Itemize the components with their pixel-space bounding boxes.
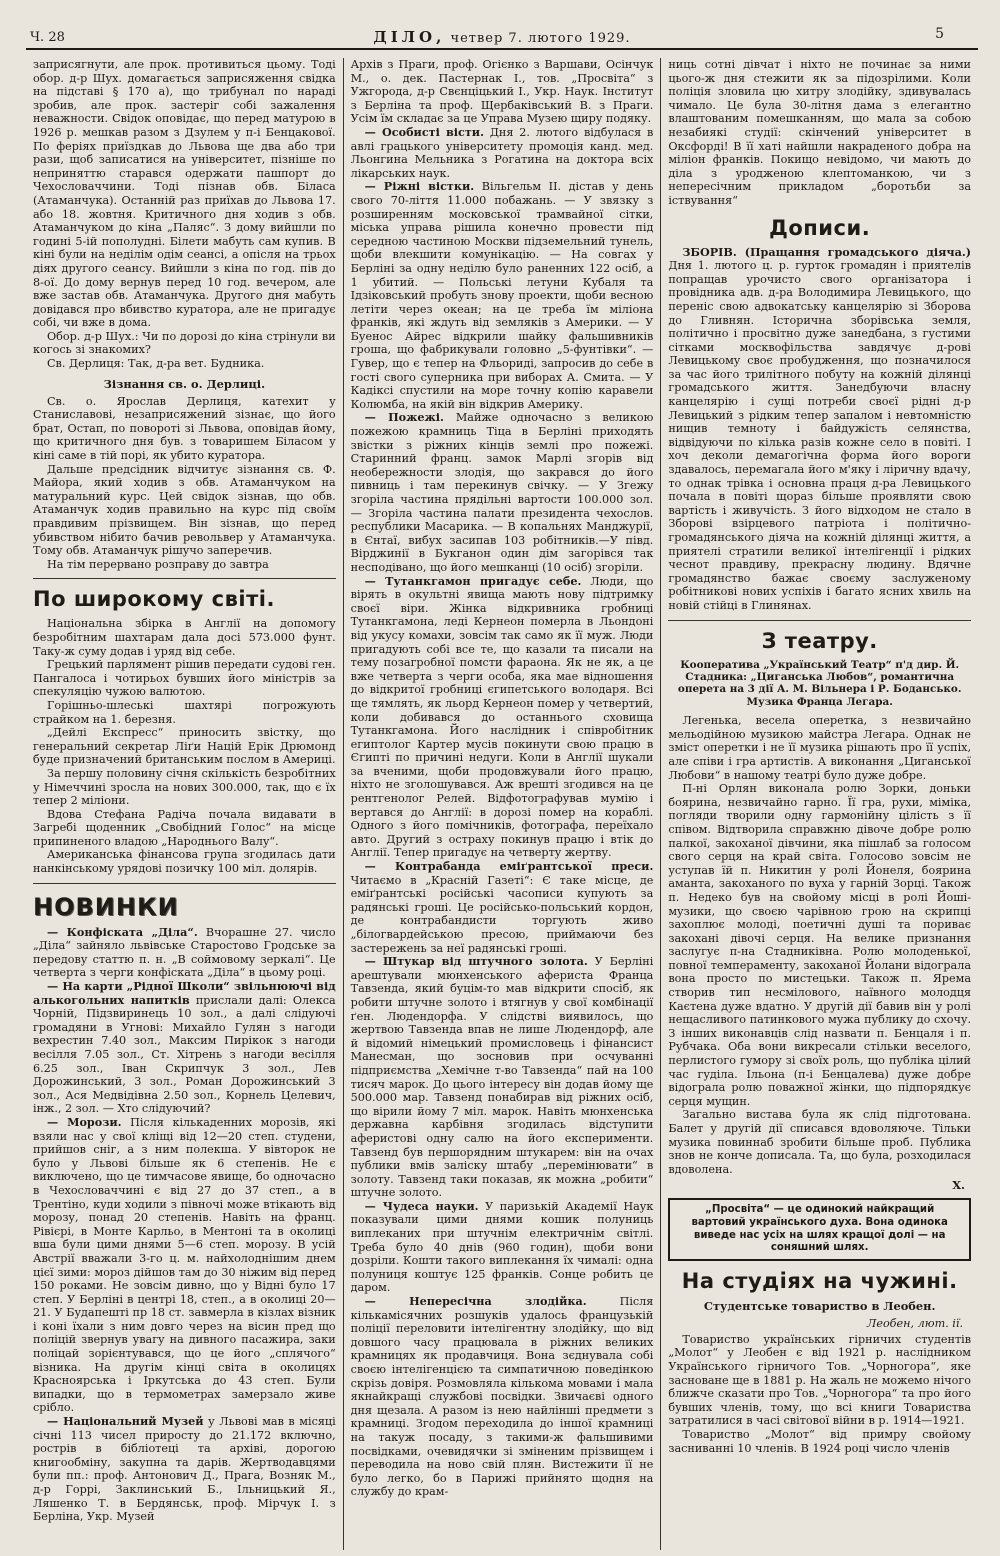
section-heading-theatre: З театру. bbox=[761, 628, 878, 653]
news-item: — Особисті вісти. Дня 2. лютого відбулася в авлі грацького університету промоція канд. мед. Льонгина Мельника з Рогатина на доктора всіх лікарських наук. bbox=[350, 124, 654, 180]
column-left bbox=[26, 58, 343, 1550]
news-item: — Чудеса науки. У паризькій Академії Наук показували цими днями кошик полуниць виплеканих при штучнім електричнім світлі. Треба було 40 днів (960 годин), щоби вони дозріли. Кошти такого виплекання їх чималі: одна полуниця коштує 125 франків. Сонце робить це даром. bbox=[350, 1198, 654, 1295]
world-news-item: Грецький парлямент рішив передати судові ген. Пангалоса і чотирьох бувших його міністрів за спекуляцію чужою валютою. bbox=[33, 658, 336, 699]
news-item: — Контрабанда еміґрантської преси. Читаємо в „Красній Газеті“: Є таке місце, де еміґрантські російські часописи купують за радянські гроші. Це російсько-польський кордон, де контрабандисти торгують живо „білогвардейською пресою, приймаючи без застережень за неї радянські гроші. bbox=[350, 859, 654, 955]
court-report-text: На тім перервано розправу до завтра bbox=[47, 557, 269, 571]
column-right bbox=[660, 58, 978, 1550]
theatre-review-text: Легенька, весела оперетка, з незвичайно мельодійною музикою майстра Легара. Однак не зміст оперетки і не її музика рішають про її успіх, але співи і гра артистів. А виконання „Циганської Любови“ в нашому театрі було дуже добре. bbox=[668, 714, 972, 782]
divider bbox=[33, 883, 336, 884]
news-item: — Пожежі. Майже одночасно з великою пожежою крамниць Тіца в Берліні приходять звістки з ріжних кінців землі про пожежі. Старинний франц. замок Марлі згорів від необережности злодія, що закрався до його пивниць і там перекинув свічку. — У Згежу згоріла частина прядільні вартости 100.000 зол. — Згоріла частина палати президента чехослов. республики Масарика. — В копальнях Манджурії, в Єнтаї, вибух засипав 103 робітників.—У півд. Вірджинії в Букганон один дім загорівся так несподівано, що його мешканці (10 осіб) згоріли. bbox=[350, 410, 654, 574]
studies-text: Товариство українських гірничих студентів „Молот“ у Леобен є від 1921 р. наслідником Українського гірничого Тов. „Чорногора“, яке засноване ще в 1881 р. На жаль не можемо нічого ближче сказати про Тов. „Чорногора“ та про його бувших членів, тому, що всі книги Товариства затратилися в часі світової війни в р. 1914—1921. bbox=[668, 1332, 972, 1428]
news-item: — Штукар від штучного золота. У Берліні арештували мюнхенського афериста Франца Тавзенда, який буцім-то мав відкрити спосіб, як робити штучне золото і втягнув у свої комбінації ґен. Людендорфа. У слідстві виявилось, що жертвою Тавзенда впав не лише Людендорф, але й відомий німецький промисловець і фінансист Манесман, що зосновив при осчуванні підприємства „Хемічне т-во Тавзенда“ пай на 100 тисяч марок. До цього інтересу він додав йому ще 500.000 мар. Тавзенд понабирав від ріжних осіб, що вірили йому 7 міл. марок. Навіть мюнхенська державна карбівня згодилась відступити аферистові одну салю на його експерименти. Тавзенд був першорядним штукарем: він на очах публики вмів заліску штабу „перемінювати“ в золоту. Тавзенд таки показав, як можна „робити“ штучне золото. bbox=[350, 954, 654, 1200]
column-middle bbox=[343, 58, 661, 1550]
divider bbox=[668, 620, 971, 621]
theatre-review-text: Загально вистава була як слід підготована. Балет у другій дії списався вдоволяюче. Тільки музика повиннаб зробити більше проб. Публика знов не конче дописала. Та, що була, розходилася вдоволена. bbox=[668, 1108, 972, 1176]
issue-date: четвер 7. лютого 1929. bbox=[450, 31, 631, 46]
world-news-item: За першу половину січня скількість безробітних у Німеччині зросла на нових 300.000, так, що є їх тепер 2 міліони. bbox=[33, 766, 336, 808]
world-news-item: Горішньо-шлеські шахтярі погрожують страйком на 1. березня. bbox=[33, 698, 336, 726]
news-item-continued: Архів з Праги, проф. Огієнко з Варшави, Осінчук М., о. дек. Пастернак І., тов. „Просвіта“ з Ужгорода, д-р Свєнціцький І., Укр. Наук. Інститут з Берліна та проф. Щербаківський В. з Праги. Усім їм складає за це Управа Музею щиру подяку. bbox=[350, 58, 654, 126]
signature: Х. bbox=[952, 1178, 966, 1193]
section-heading-letters: Дописи. bbox=[769, 215, 871, 240]
court-report-text: Св. Дерлиця: Так, д-ра вет. Будника. bbox=[47, 357, 265, 371]
newspaper-name: ДІЛО, bbox=[373, 28, 446, 46]
court-report-text: Дальше предсідник відчитує зізнання св. Ф. Майора, який ходив з обв. Атаманчуком на матуральний курс. Цей свідок зізнав, що обв. Атаманчук ходив правильно на курс під своїм правдивим прізвищем. Він зізнав, що перед убивством нібито бачив револьвер у Атаманчука. Тому обв. Атаманчук рішучо заперечив. bbox=[33, 462, 336, 558]
section-heading-world: По широкому світі. bbox=[33, 587, 275, 612]
studies-text: Товариство „Молот“ від примру свойому засниванні 10 членів. В 1924 році число членів bbox=[668, 1427, 972, 1455]
theatre-review-text: П-ні Орлян виконала ролю Зорки, доньки боярина, незвичайно гарно. Її гра, рухи, міміка, погляди творили одну гармонійну цілість з її співом. Відтворила справжню дівоче добре ролю палкої, закоханої дівчини, яка пішлаб за голосом свого серця на край світа. Голосово зовсім не уступав їй п. Никитин у ролі Йонеля, боярина аманта, закоханого по вуха у гарній Зорці. Також п. Недеко був на свойому місці в ролі Йоші-музики, що своєю чарівною грою на скрипці захоплює молоді, поетичні душі та пориває закохані дівочі серця. На велике признання заслугує п-на Стадниківна. Ролю молоденької, повної темпераменту, закоханої Йолани відограла вона просто по мистецьки. Також п. Ярема створив тип несмілового, наївного молодця Каєтена дуже вдатно. У другій дії бавив він у ролі нещасливого патинкового мужа публику до схочу. З інших виконавців слід назвати п. Бенцаля і п. Рубчака. Оба вони викресали стільки веселого, перлистого гумору зі своїх роль, що публіка цілий час гуділа. Ільона (п-і Бенцалева) дуже добре відограла ролю поважної жінки, що підпорядкує серця мущин. bbox=[668, 782, 972, 1108]
world-news-item: Вдова Стефана Радіча почала видавати в Загребі щоденник „Свобідний Голос“ на місце припиненого владою „Народнього Валу“. bbox=[33, 807, 336, 848]
theatre-info: Кооператива „Український Театр“ п'д дир. Й. Стадника: „Циганська Любов“, романтична оперета на 3 дії А. М. Вільнера і Р. Бодансько. Музика Франца Легара. bbox=[677, 658, 962, 708]
prosvita-notice-text: „Просвіта“ — це одинокий найкращий вартовий українського духа. Вона одинока виведе нас усіх на шлях кращої долі — на соняшний шлях. bbox=[691, 1204, 948, 1254]
divider bbox=[33, 578, 336, 579]
court-report-text: Обор. д-р Шух.: Чи по дорозі до кіна стрінули ви когось зі знакомих? bbox=[33, 329, 336, 357]
news-item: — На карти „Рідної Школи“ звільнюючі від алькогольних напитків прислали далі: Олекса Чорній, Підзвиринець 10 зол., а далі слідуючі громадяни в Угнові: Михайло Гулян з нагоди вехрестин 7.40 зол., Максим Пирікок з нагоди весілля 7.05 зол., Ст. Хітрень з нагоди весілля 6.25 зол., Іван Скрипчук 3 зол., Лев Дорожинський, 3 зол., Роман Дорожинський 3 зол., Ася Медвідівна 2.50 зол., Корнель Целевич, інж., 2 зол. — Хто слідуючий? bbox=[33, 979, 336, 1116]
section-heading-news: НОВИНКИ bbox=[33, 892, 179, 921]
columns bbox=[26, 58, 978, 1550]
news-item-continued: ниць сотні дівчат і ніхто не починає за ними цього-ж дня стежити як за підозрілими. Коли поліція зловила цю хитру злодійку, здивувалась чимало. Це була 30-літня дама з елегантно влаштованим помешканням, що мала за собою незабиякі студії: скінчений університет в Оксфорді! В її хаті найшли накраденого добра на міліон франків. Покищо невідомо, чи мають до діла з уродженою клептоманкою, чи з непересічним прикладом „боротьби за іствування“ bbox=[668, 58, 972, 207]
dateline: Леобен, лют. ії. bbox=[866, 1316, 964, 1330]
subheading-studies: Студентське товариство в Леобен. bbox=[703, 1298, 936, 1313]
world-news-item: „Дейлі Експресс“ приносить звістку, що генеральний секретар Ліґи Націй Ерік Дрюмонд буде призначений британським послом в Америці. bbox=[33, 726, 336, 767]
subheading-testimony: Зізнання св. о. Дерлиці. bbox=[103, 376, 266, 391]
prosvita-notice bbox=[668, 1198, 971, 1260]
page-number: 5 bbox=[935, 26, 944, 42]
section-heading-studies: На студіях на чужині. bbox=[681, 1268, 958, 1293]
world-news-item: Національна збірка в Англії на допомогу безробітним шахтарам дала досі 573.000 фунт. Таку-ж суму додав і уряд від себе. bbox=[33, 617, 336, 658]
masthead-title bbox=[26, 28, 978, 46]
court-report-text: заприсягнути, але прок. противиться цьому. Тоді обор. д-р Шух. домагається заприсяження свідка на підставі § 170 а), що трибунал по нараді зробив, але прок. застеріг собі зажалення неважности. Свідок оповідає, що перед матурою в 1926 р. мешкав разом з Дзулем у п-і Бенцакової. По феріях приїздкав до Львова ще два або три рази, щоб записатися на університет, пізніше по неприняттю старався одержати пашпорт до Чехословаччини. Тоді пізнав обв. Біласа (Атаманчука). Останній раз приїхав до Львова 17. або 18. жовтня. Критичного дня ходив з обв. Атаманчуком до кіна „Паляс“. З дому вийшли по годині 5-ій пополудні. Білети мабуть сам купив. В кіні були на неділім одім сеансі, а опісля на трьох діях другого сеансу. Вийшли з кіна по год. пів до 8-ої. До дому вернув перед 10 год. вечером, але вже застав обв. Атаманчука. Другого дня мабуть довідався про вбивство куратора, але не пригадує собі, чи вже в дома. bbox=[33, 58, 336, 330]
issue-number: Ч. 28 bbox=[30, 30, 65, 45]
world-news-item: Американська фінансова група згодилась дати нанкінському урядові позичку 100 міл. долярів. bbox=[33, 848, 336, 876]
letter-item: ЗБОРІВ. (Пращання громадського діяча.) Дня 1. лютого ц. р. гурток громадян і приятелів попращав урочисто свого організатора і провідника адв. д-ра Володимира Левицького, що переніс свою адвокатську канцелярію зі Зборова до Гливнян. Історична зборівська земля, політично і просвітно дуже занедбана, з густими сітками москвофільства завдячує д-рові Левицькому своє пробудження, що позначилося за час його трилітного побуту на кожній ділянці громадського життя. Занедбуючи власну канцелярію і сущі потреби своєї рідні д-р Левицький з рідким тепер запалом і невтомністю нищив темноту і байдужість селянства, відвідуючи по кілька разів кожне село в повіті. І хоч деколи демагогічна форма його вороги здавалось, перемагала його м'яку і ліричну вдачу, то однак трівка і основна праця д-ра Левицького почала в повіті щораз більше проявляти свою вартість і живучість. З його відходом не стало в Зборові взірцевого патріота і політично-громадянського діяча на кожній ділянці життя, а приятелі стратили великої інтелігенції і рідких чеснот правдиву, прекрасну людину. Вдячне громадянство бажає своєму заслуженому робітникові нових успіхів і багато ясних хвиль на новій стійці в Глинянах. bbox=[668, 244, 972, 612]
news-item: — Ріжні вістки. Вільгельм II. дістав у день свого 70-ліття 11.000 побажань. — У звязку з розширенням московської трамвайної сітки, міська управа рішила конечно провести під середною частиною Москви підземельний тунель, щоби влекшити комунікацію. — На совгах у Берліні за одну неділю було раненних 122 осіб, а 1 убитий. — Польські летуни Кубаля та Ідзіковський пробуть знову проекти, щоби весною летіти через океан; на це треба їм міліона франків, які ждуть від земляків з Америки. — У Буенос Айрес відкрили шайку фальшивників гроша, що фабрикували головно „5-фунтівки“. — Гувер, що є тепер на Фльориді, запросив до себе в гості свого суперника при виборах А. Смита. — У Кадіксі спустили на море точну копію каравели Колюмба, на якій він відкрив Америку. bbox=[350, 179, 654, 411]
news-item: — Національний Музей у Львові мав в місяці січні 113 чисел приросту до 21.172 включно, рострів в бібліотеці та архіві, дорогою книгообміну, закупна та дарів. Жертводавцями були пп.: проф. Антонович Д., Прага, Возняк М., д-р Горрі, Заклинський Б., Ільницький Я., Ляшенко Т. в Бердянськ, проф. Мірчук І. з Берліна, Укр. Музей bbox=[33, 1414, 336, 1524]
news-item: — Морози. Після кількаденних морозів, які взяли нас у свої кліщі від 12—20 степ. студени, прийшов сніг, а з ним полекша. У вівторок не було у Львові більше як 6 степенів. Не є виключено, що це тимчасове явище, бо одночасно в Чехословаччині є від 27 до 37 степ., а в Трентіно, куди ходили з півночі може втікають від морозу, понад 20 степенів. Навіть на франц. Рівієрі, в Монте Карльо, в Ментоні та в околиці вша були цими днями 5—6 степ. морозу. В усій Австрії вважали 3-го ц. м. найхолоднішим днем цієї зими: мороз дійшов там до 30 ніжим від перед 150 роками. Не зовсім дивно, що у Відні було 17 степ. У Берліні в центрі 18, степ., а в околиці 20—21. У Будапешті пр 18 ст. завмерла в кізлах візник і коні їхали з ним довго через на вісин пред що поліцій звернув увагу на дивного пасажира, заки поліцай зорієнтувався, що це його „сплячого“ візника. На другім кінці світа в околицях Красноярська і Іркутська до 43 степ. Були випадки, що в термометрах замерзало живе срібло. bbox=[33, 1114, 336, 1415]
news-item: — Непересічна злодійка. Після кількамісячних розшуків удалось французькій поліції переловити інтелігентну злодійку, що від довшого часу працювала в ріжних великих крамницях як продавчиця. Вона зєднувала собі своєю інтелігенцією та симпатичною поведінкою скрізь довіря. Розмовляла кількома мовами і мала якнайкращі службові посвідки. Звичаєві одного дня щезала. А разом із нею найлінші предмети з крамниці. Згодом переходила до іншої крамниці на такуж посаду, з такими-ж фальшивими посвідками, очевидячки зі зміненим прізвищем і переводила на ново свій плян. Вистежити її не було легко, бо в Парижі прийнято щодня на службу до крам- bbox=[350, 1294, 654, 1499]
masthead bbox=[26, 26, 978, 50]
court-report-text: Св. о. Ярослав Дерлиця, катехит у Станиславові, незаприсяжений зізнає, що його брат, Остап, по повороті зі Львова, оповідав йому, що критичного дня був. з товаришем Біласом у кіні саме в тій порі, як убито куратора. bbox=[33, 394, 336, 463]
news-item: — Тутанкгамон пригадує себе. Люди, що вірять в окультні явища мають нову підтримку своєї віри. Жінка відкривника гробниці Тутанкгамона, леді Кернеон померла в Льондоні від укусу комахи, зовсім так само як її муж. Люди пригадують собі все те, що казали та писали на тему позагробної помсти фараона. Як не як, а це вже четверта з черги особа, яка мае відношення до відкритої гробниці єгипетського володаря. Всі ще тямлять, як льорд Кернеон помер у четвертий, коли добивався до останнього сховища Тутанкгамона. Його наслідник і співробітник египтолог Картер мусів покинути свою працю в Єгипті по причині недуги. Коли в Англії шукали за вченими, щоби продовжували його працю, ніхто не зголошувався. Аж врешті згодився на це рентгенолог Релей. Відфотографував мумію і вертався до Англії: в дорозі помер на кораблі. Одного з його помічників, фотографа, переїхало авто. Другий з остраху покинув працю і втік до Англії. Тепер пригадує на четверту жертву. bbox=[350, 573, 654, 860]
news-item: — Конфіската „Діла“. Вчорашне 27. число „Діла“ зайняло львівське Старостово Гродське за передову статтю п. н. „В соймовому зеркалі“. Це четверта з черги конфіската „Діла“ в цьому році. bbox=[33, 924, 336, 980]
